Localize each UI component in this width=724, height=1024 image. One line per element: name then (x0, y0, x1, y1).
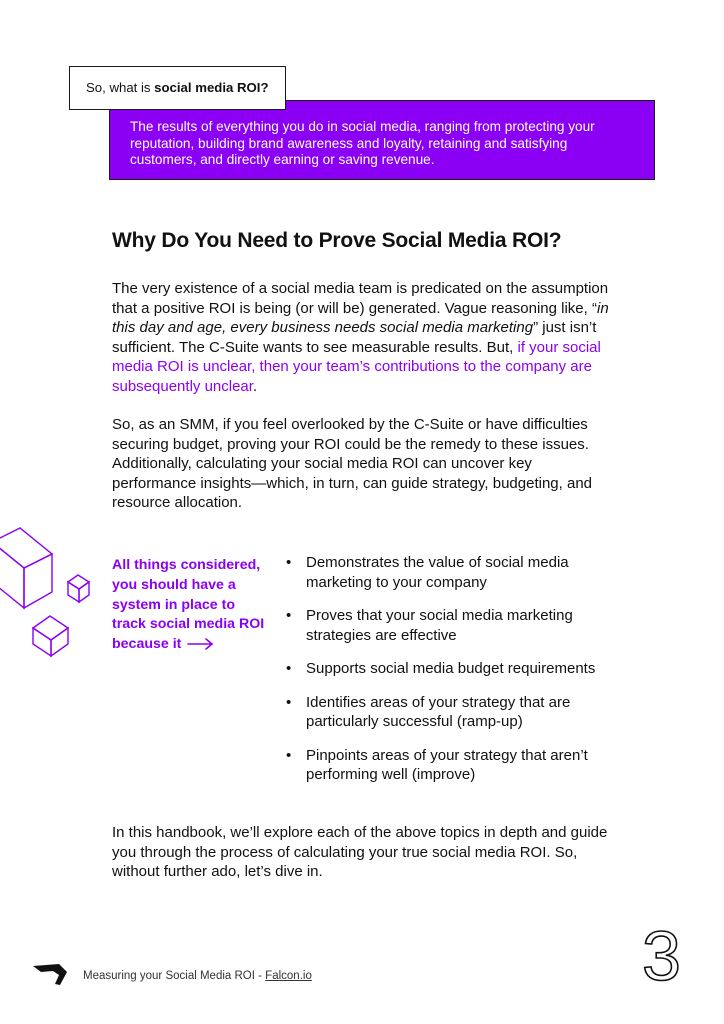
callout-definition: The results of everything you do in social media, ranging from protecting your reputation, building brand awareness and loyalty, retaining and satisfying customers, and directly earning or saving revenue. (130, 119, 595, 167)
right-arrow-icon (187, 638, 215, 650)
list-item (284, 606, 624, 645)
footer (83, 970, 312, 982)
sidenote (112, 556, 272, 655)
sidenote-text: All things considered, you should have a system in place to track social media ROI because it (112, 557, 265, 653)
section-heading: Why Do You Need to Prove Social Media ROI? (112, 229, 562, 252)
large-cube-shape (0, 528, 52, 608)
medium-cube-shape (33, 616, 68, 656)
intro-emphasis: in this day and age, every business needs social media marketing (112, 299, 609, 336)
callout-box (109, 100, 655, 180)
smm-paragraph: So, as an SMM, if you feel overlooked by the C-Suite or have difficulties securing budget, proving your ROI could be the remedy to these issues. Additionally, calculating your social media ROI can uncover key performance insights—which, in turn, can guide strategy, budgeting, and resource allocation. (112, 416, 592, 511)
page-number: 3 (642, 917, 681, 995)
callout-label-strong: social media ROI? (154, 80, 269, 95)
footer-separator: - (254, 970, 266, 982)
small-cube-shape (68, 575, 89, 602)
list-item (284, 693, 624, 732)
footer-title: Measuring your Social Media ROI (83, 970, 255, 982)
list-item-text: Supports social media budget requirements (306, 660, 596, 677)
intro-text-3: . (252, 377, 258, 395)
falcon-link[interactable]: Falcon.io (265, 970, 312, 982)
bullet-marker: • (286, 660, 292, 677)
falcon-logo-icon (33, 964, 69, 986)
intro-text-2: ” just isn’t sufficient. The C-Suite wants to see measurable results. But, (112, 319, 597, 356)
list-item (284, 553, 624, 592)
list-item (284, 746, 624, 785)
bullet-marker: • (286, 693, 292, 711)
intro-text-1: The very existence of a social media team is predicated on the assumption that a positive ROI is being (or will be) generated. Vague reasoning like, “ (112, 280, 609, 317)
bullet-marker: • (286, 607, 292, 624)
decorative-cubes-graphic (0, 520, 110, 670)
callout-label (69, 66, 286, 110)
intro-paragraph (112, 279, 612, 396)
list-item-text: Pinpoints areas of your strategy that aren’t performing well (improve) (306, 746, 588, 783)
list-item-text: Identifies areas of your strategy that are particularly successful (ramp-up) (306, 693, 571, 730)
list-item (284, 659, 624, 679)
callout-label-prefix: So, what is (86, 80, 155, 95)
list-item-text: Demonstrates the value of social media marketing to your company (306, 554, 569, 591)
benefits-list (284, 553, 624, 799)
closing-paragraph: In this handbook, we’ll explore each of the above topics in depth and guide you through the process of calculating your true social media ROI. So, without further ado, let’s dive in. (112, 824, 608, 880)
list-item-text: Proves that your social media marketing strategies are effective (306, 607, 573, 644)
bullet-marker: • (286, 554, 292, 571)
intro-highlight: if your social media ROI is unclear, then your team’s contributions to the company are subsequently unclear (112, 338, 601, 395)
bullet-marker: • (286, 746, 292, 764)
